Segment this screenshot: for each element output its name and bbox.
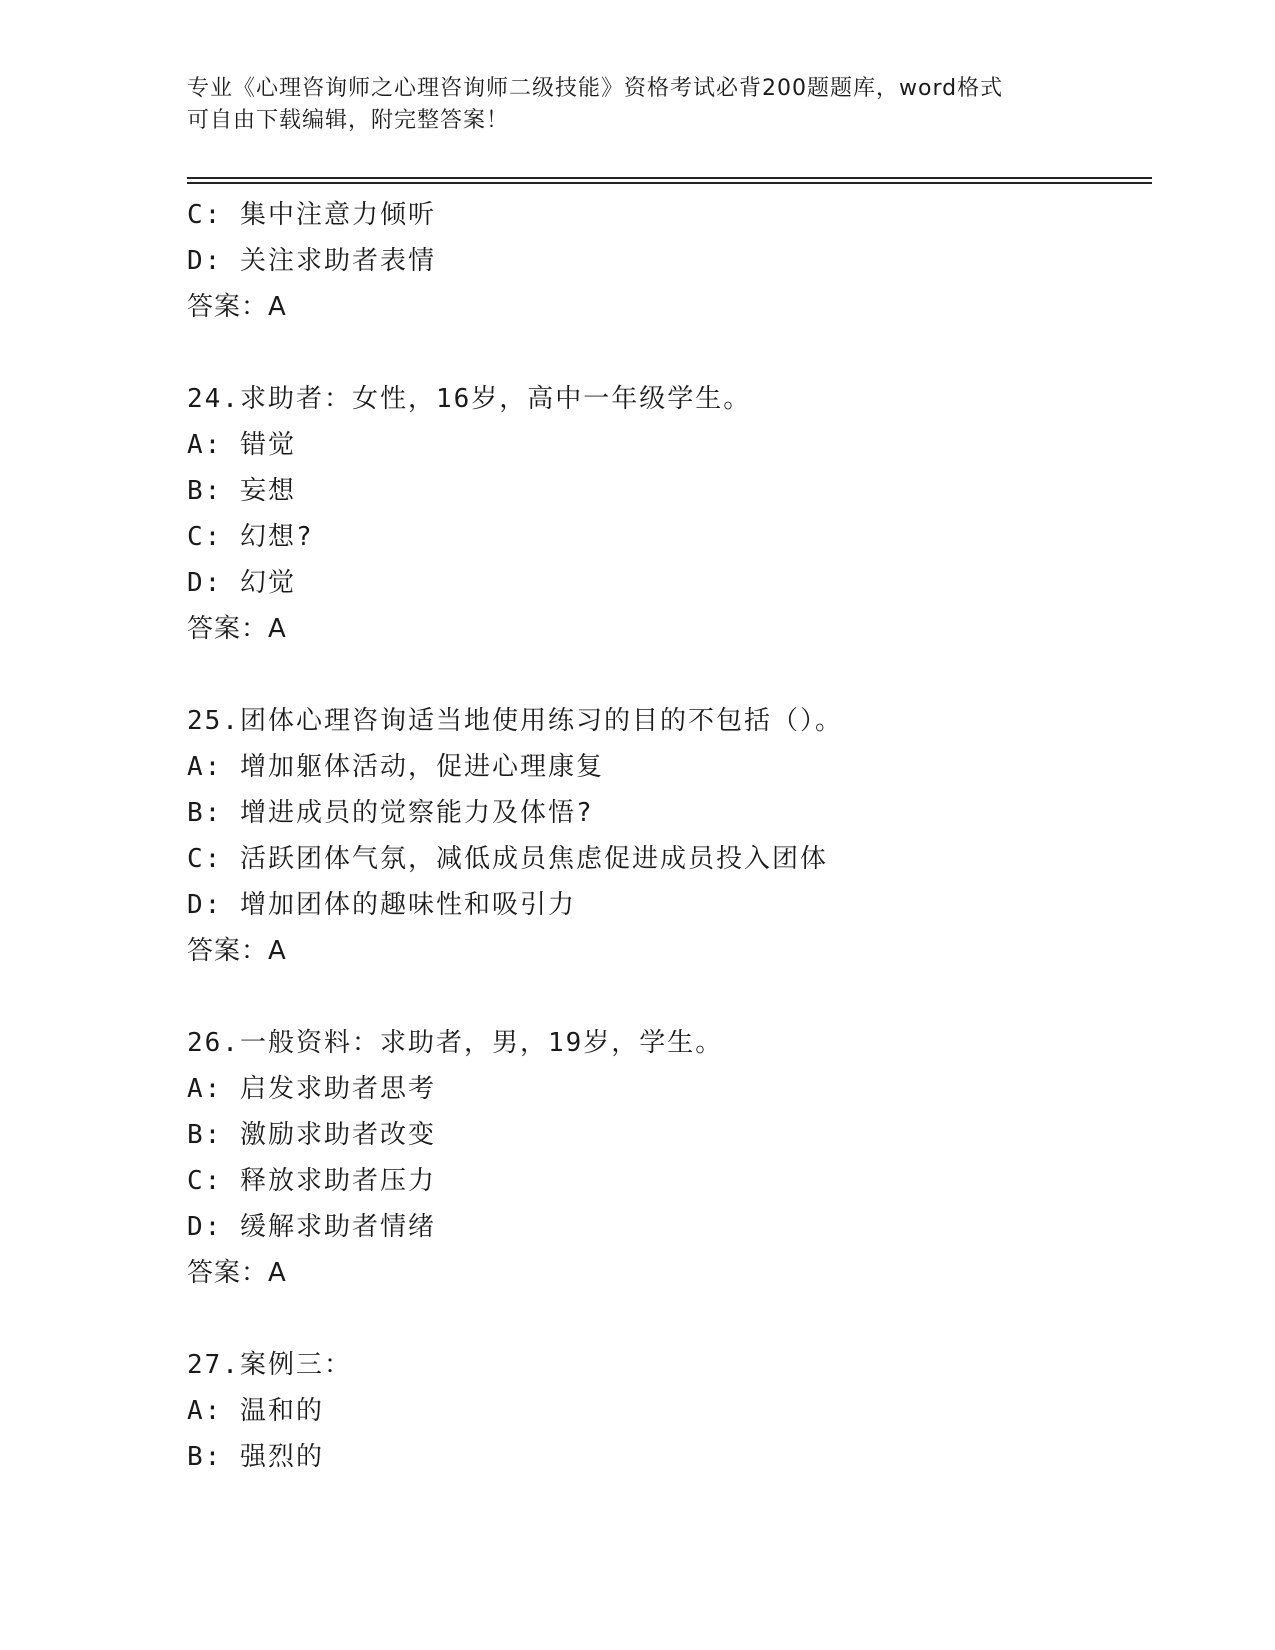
option-a: A: 增加躯体活动，促进心理康复	[187, 752, 604, 782]
question-25	[187, 698, 1147, 974]
question-stem: 24.求助者：女性，16岁，高中一年级学生。	[187, 384, 752, 414]
option-c: C: 活跃团体气氛，减低成员焦虑促进成员投入团体	[187, 844, 828, 874]
option-b: B: 强烈的	[187, 1442, 324, 1472]
option-d: D: 缓解求助者情绪	[187, 1212, 436, 1242]
option-c: C: 幻想?	[187, 522, 314, 552]
header-line-2: 可自由下载编辑，附完整答案！	[187, 108, 510, 133]
question-stem: 26.一般资料：求助者，男，19岁，学生。	[187, 1028, 724, 1058]
header-divider-bottom	[187, 182, 1152, 184]
question-24	[187, 376, 1147, 652]
answer-line: 答案：A	[187, 936, 287, 966]
question-stem: 27.案例三：	[187, 1350, 352, 1380]
option-a: A: 启发求助者思考	[187, 1074, 436, 1104]
answer-line: 答案：A	[187, 614, 287, 644]
question-gap	[187, 1296, 1147, 1342]
option-d: D: 增加团体的趣味性和吸引力	[187, 890, 576, 920]
option-d: D: 幻觉	[187, 568, 296, 598]
header-divider-top	[187, 177, 1152, 179]
question-gap	[187, 652, 1147, 698]
option-c: C: 释放求助者压力	[187, 1166, 436, 1196]
question-26	[187, 1020, 1147, 1296]
document-header	[187, 73, 1087, 137]
option-d: D: 关注求助者表情	[187, 246, 436, 276]
question-list	[187, 192, 1147, 1480]
question-27	[187, 1342, 1147, 1480]
option-a: A: 错觉	[187, 430, 296, 460]
option-b: B: 妄想	[187, 476, 296, 506]
option-b: B: 激励求助者改变	[187, 1120, 436, 1150]
question-stem: 25.团体心理咨询适当地使用练习的目的不包括（）。	[187, 706, 843, 736]
answer-line: 答案：A	[187, 1258, 287, 1288]
option-b: B: 增进成员的觉察能力及体悟?	[187, 798, 594, 828]
question-23-continued	[187, 192, 1147, 330]
question-gap	[187, 330, 1147, 376]
answer-line: 答案：A	[187, 292, 287, 322]
option-a: A: 温和的	[187, 1396, 324, 1426]
question-gap	[187, 974, 1147, 1020]
option-c: C: 集中注意力倾听	[187, 200, 436, 230]
header-line-1: 专业《心理咨询师之心理咨询师二级技能》资格考试必背200题题库，word格式	[187, 76, 1004, 101]
